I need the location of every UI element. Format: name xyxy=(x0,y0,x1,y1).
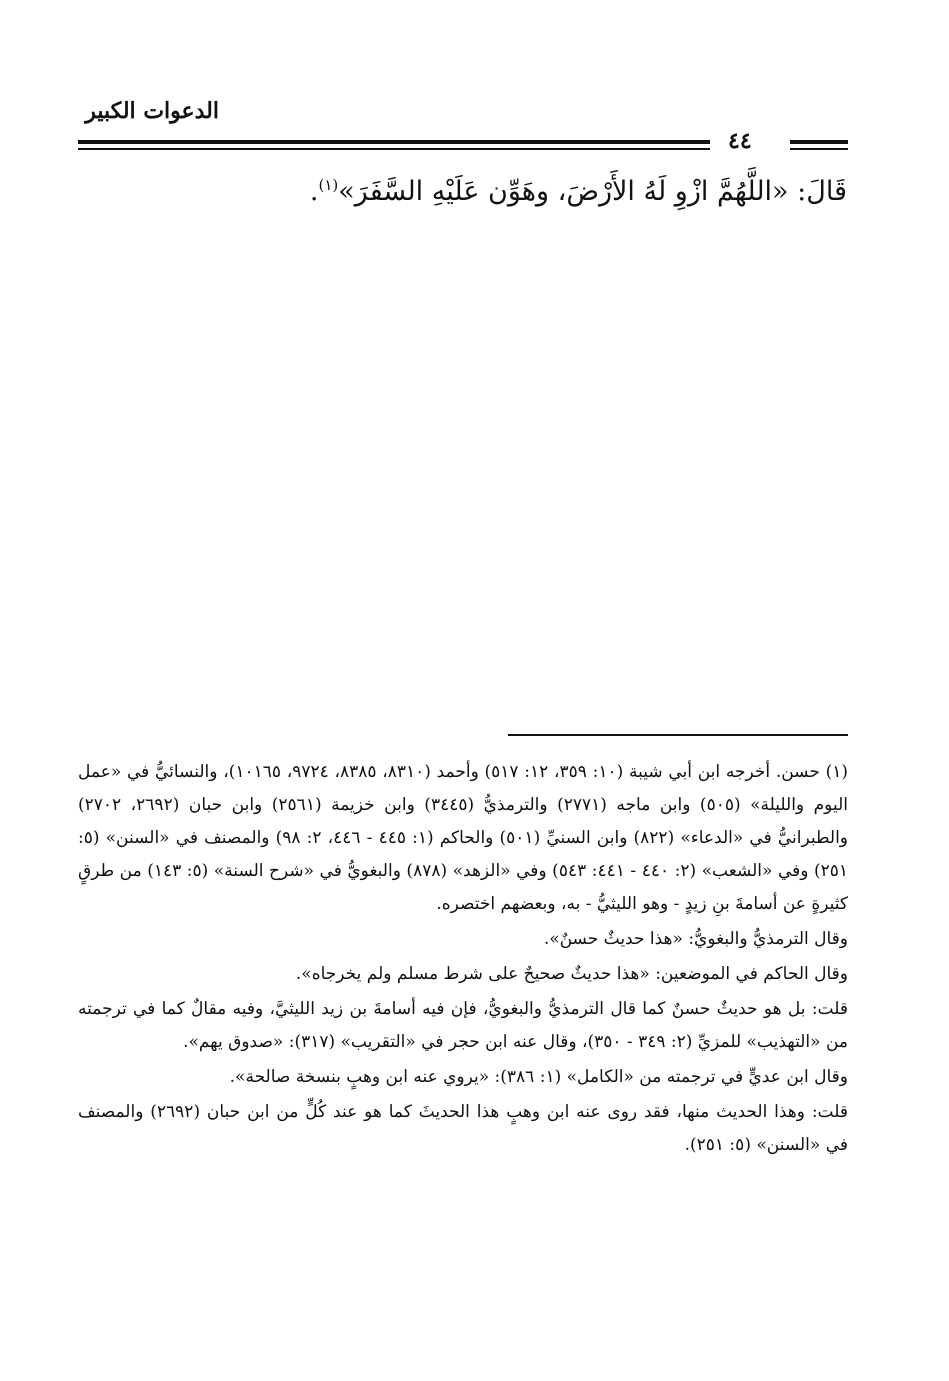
footnote-paragraph: وقال الحاكم في الموضعين: «هذا حديثٌ صحيحٌ على شرط مسلم ولم يخرجاه». xyxy=(295,964,848,984)
main-end-punctuation: . xyxy=(309,176,319,207)
header-rule-thick-short xyxy=(790,140,848,144)
footnote-marker: (١) xyxy=(318,176,339,194)
footnote-divider xyxy=(508,734,848,736)
footnote-paragraph: وقال ابن عديٍّ في ترجمته من «الكامل» (١: ٣٨٦): «يروي عنه ابن وهبٍ بنسخة صالحة». xyxy=(229,1067,848,1087)
page-number: ٤٤ xyxy=(728,128,752,154)
running-header-title: الدعوات الكبير xyxy=(85,98,219,124)
footnote-paragraph: قلت: بل هو حديثٌ حسنٌ كما قال الترمذيُّ والبغويُّ، فإن فيه أسامةَ بن زيد الليثيَّ، وفيه مقالٌ كما في ترجمته من «التهذيب» للمزيِّ (٢: ٣٤٩ - ٣٥٠)، وقال عنه ابن حجر في «التقريب» (٣١٧): «صدوق يهم». xyxy=(78,999,848,1052)
footnote-paragraph: قلت: وهذا الحديث منها، فقد روى عنه ابن وهبٍ هذا الحديثَ كما هو عند كُلٍّ من ابن حبان (٢٦٩٢) والمصنف في «السنن» (٥: ٢٥١). xyxy=(78,1102,848,1155)
header-rule-thick xyxy=(78,140,710,144)
header-rule-thin-short xyxy=(790,148,848,150)
footnotes-section xyxy=(78,756,848,1162)
footnote-paragraph: (١) حسن. أخرجه ابن أبي شيبة (١٠: ٣٥٩، ١٢: ٥١٧) وأحمد (٨٣١٠، ٨٣٨٥، ٩٧٢٤، ١٠١٦٥)، والنسائيُّ في «عمل اليوم والليلة» (٥٠٥) وابن ماجه (٢٧٧١) والترمذيُّ (٣٤٤٥) وابن خزيمة (٢٥٦١) وابن حبان (٢٦٩٢، ٢٧٠٢) والطبرانيُّ في «الدعاء» (٨٢٢) وابن السنيِّ (٥٠١) والحاكم (١: ٤٤٥ - ٤٤٦، ٢: ٩٨) والمصنف في «السنن» (٥: ٢٥١) وفي «الشعب» (٢: ٤٤٠ - ٤٤١: ٥٤٣) وفي «الزهد» (٨٧٨) والبغويُّ في «شرح السنة» (٥: ١٤٣) من طرقٍ كثيرةٍ عن أسامةَ بنِ زيدٍ - وهو الليثيُّ - به، وبعضهم اختصره. xyxy=(78,762,849,914)
main-text-line xyxy=(310,176,847,207)
main-text: قَالَ: «اللَّهُمَّ ازْوِ لَهُ الأَرْضَ، وهَوِّن عَلَيْهِ السَّفَرَ» xyxy=(338,176,847,207)
footnote-paragraph: وقال الترمذيُّ والبغويُّ: «هذا حديثٌ حسنٌ». xyxy=(543,929,848,949)
header-rule-thin xyxy=(78,148,710,150)
